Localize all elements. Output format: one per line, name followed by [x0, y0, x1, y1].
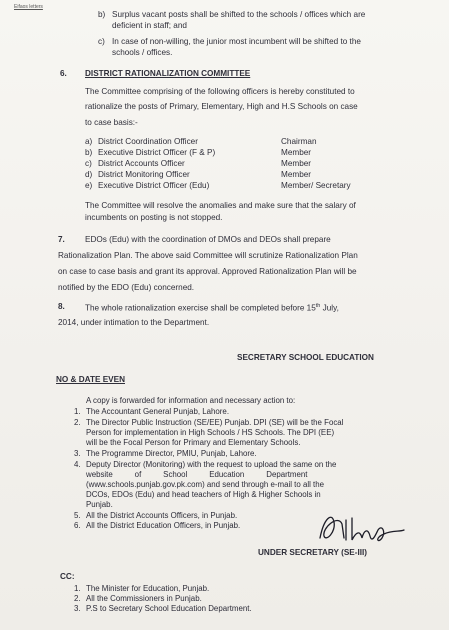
section-6-intro-1: The Committee comprising of the following officers is hereby constituted to [85, 87, 355, 96]
signatory-secretary: SECRETARY SCHOOL EDUCATION [237, 353, 374, 362]
section-7-line-2: Rationalization Plan. The above said Committee will scrutinize Rationalization Plan [58, 251, 358, 260]
section-8-text: The whole rationalization exercise shall be completed before 15 [85, 303, 316, 313]
section-6-closing-2: incumbents on posting is not stopped. [85, 213, 223, 222]
member-role: Chairman [281, 137, 317, 146]
member-mark: e) [85, 181, 93, 190]
section-8-line-1 [85, 301, 339, 314]
member-name: District Accounts Officer [98, 159, 185, 168]
copy-intro: A copy is forwarded for information and necessary action to: [86, 396, 296, 405]
list-item-number: 5. [74, 511, 81, 520]
list-item-cont: website of School Education Department [86, 470, 308, 479]
section-6-closing-1: The Committee will resolve the anomalies and make sure that the salary of [85, 201, 356, 210]
clause-c-text: In case of non-willing, the junior most incumbent will be shifted to the [112, 37, 361, 46]
list-item-cont: (www.schools.punjab.gov.pk.com) and send through e-mail to all the [86, 480, 325, 489]
list-item-number: 3. [74, 449, 81, 458]
no-date-heading: NO & DATE EVEN [56, 375, 125, 384]
clause-b-text: Surplus vacant posts shall be shifted to the schools / offices which are [112, 10, 366, 19]
cc-item: All the Commissioners in Punjab. [86, 594, 202, 603]
member-role: Member [281, 159, 312, 168]
cc-item: P.S to Secretary School Education Department. [86, 604, 252, 613]
list-item-cont: Person for implementation in High Schools / HS Schools. The DPI (EE) [86, 428, 335, 437]
corner-note: Eifaos letters [14, 4, 43, 10]
clause-c-cont: schools / offices. [112, 48, 173, 57]
handwritten-signature [312, 508, 408, 548]
member-mark: c) [85, 159, 92, 168]
list-item-number: 4. [74, 460, 81, 469]
list-item: Deputy Director (Monitoring) with the request to upload the same on the [86, 460, 337, 469]
list-item-cont: Punjab. [86, 500, 113, 509]
member-role: Member [281, 148, 312, 157]
signatory-under-secretary: UNDER SECRETARY (SE-III) [258, 548, 368, 557]
cc-item: The Minister for Education, Punjab. [86, 584, 210, 593]
section-7-number: 7. [58, 235, 65, 244]
member-mark: d) [85, 170, 93, 179]
member-name: Executive District Officer (F & P) [98, 148, 216, 157]
list-item-cont: will be the Focal Person for Primary and Elementary Schools. [86, 438, 301, 447]
list-item: All the District Accounts Officers, in Punjab. [86, 511, 238, 520]
cc-item-number: 3. [74, 604, 81, 613]
section-6-intro-3: to case basis:- [85, 118, 138, 127]
section-7-line-1: EDOs (Edu) with the coordination of DMOs and DEOs shall prepare [85, 235, 331, 244]
member-mark: b) [85, 148, 93, 157]
list-item-number: 6. [74, 521, 81, 530]
list-item: The Director Public Instruction (SE/EE) Punjab. DPI (SE) will be the Focal [86, 418, 344, 427]
section-7-line-4: notified by the EDO (Edu) concerned. [58, 283, 195, 292]
list-item-number: 2. [74, 418, 81, 427]
clause-c-mark: c) [98, 37, 105, 46]
section-8-superscript: th [315, 303, 321, 309]
section-6-heading: DISTRICT RATIONALIZATION COMMITTEE [85, 69, 251, 78]
list-item-number: 1. [74, 407, 81, 416]
section-6-number: 6. [60, 69, 67, 78]
clause-b-cont: deficient in staff; and [112, 21, 187, 30]
section-7-line-3: on case to case basis and grant its approval. Approved Rationalization Plan will be [58, 267, 357, 276]
cc-item-number: 2. [74, 594, 81, 603]
list-item: The Programme Director, PMIU, Punjab, Lahore. [86, 449, 257, 458]
section-8-number: 8. [58, 302, 65, 311]
section-6-intro-2: rationalize the posts of Primary, Elementary, High and H.S Schools on case [85, 102, 358, 111]
section-8-month: July, [322, 303, 339, 313]
section-8-line-2: 2014, under intimation to the Department. [58, 318, 210, 327]
member-name: District Coordination Officer [98, 137, 198, 146]
cc-label: CC: [60, 572, 75, 581]
member-name: District Monitoring Officer [98, 170, 190, 179]
list-item: All the District Education Officers, in Punjab. [86, 521, 241, 530]
cc-item-number: 1. [74, 584, 81, 593]
list-item: The Accountant General Punjab, Lahore. [86, 407, 230, 416]
member-role: Member/ Secretary [281, 181, 351, 190]
member-name: Executive District Officer (Edu) [98, 181, 210, 190]
member-role: Member [281, 170, 312, 179]
member-mark: a) [85, 137, 93, 146]
list-item-cont: DCOs, EDOs (Edu) and head teachers of High & Higher Schools in [86, 490, 321, 499]
clause-b-mark: b) [98, 10, 106, 19]
